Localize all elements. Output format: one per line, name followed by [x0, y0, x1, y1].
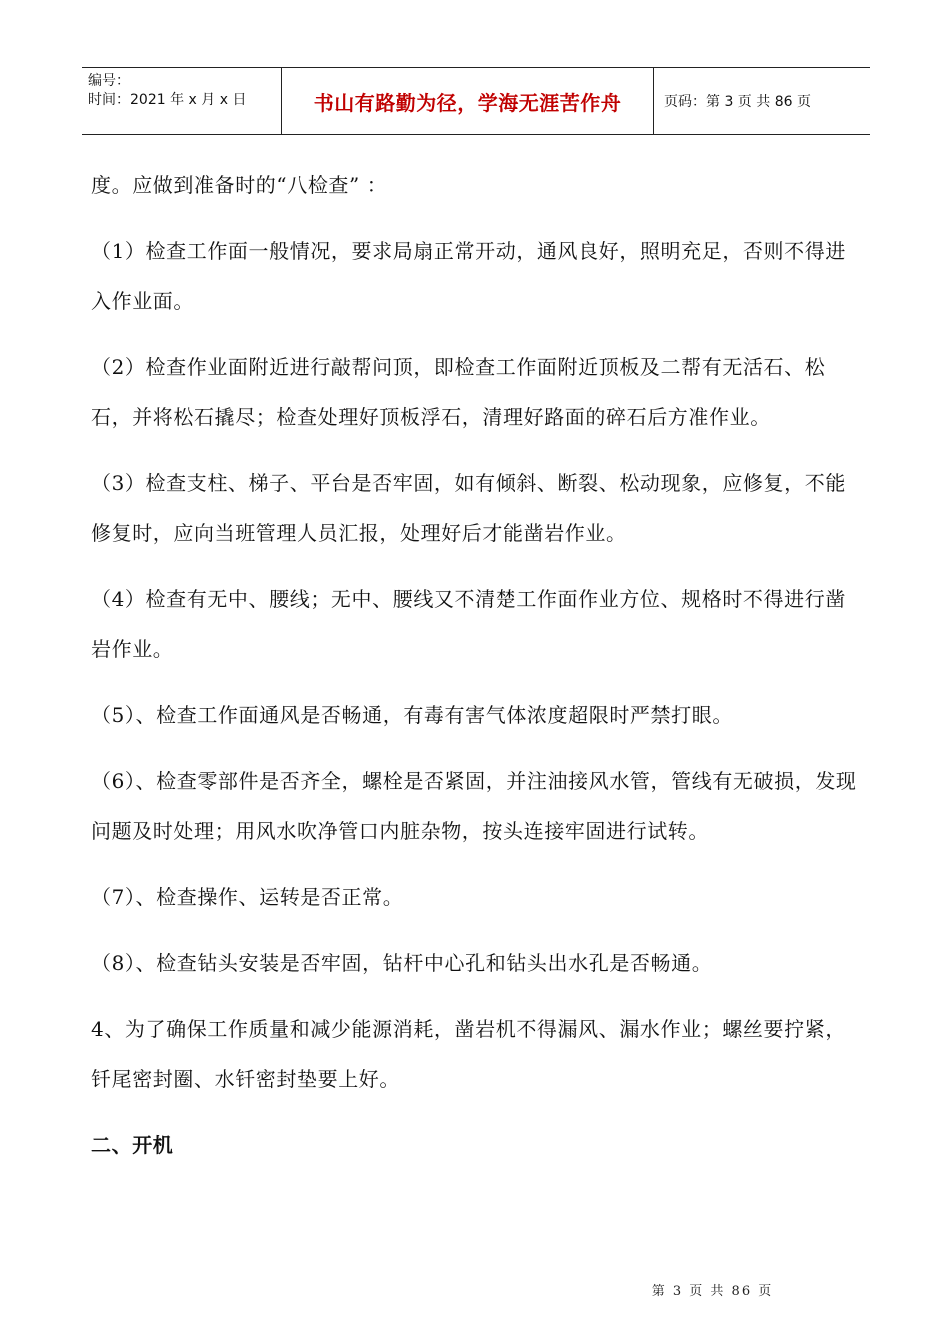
paragraph: （3）检查支柱、梯子、平台是否牢固，如有倾斜、断裂、松动现象，应修复，不能修复时，应向当班管理人员汇报，处理好后才能凿岩作业。: [91, 471, 846, 545]
header-page-info: 页码：第 3 页 共 86 页: [664, 94, 811, 110]
section-heading: 二、开机: [91, 1133, 174, 1157]
header-motto-cell: [282, 68, 654, 134]
paragraph: 度。应做到准备时的“八检查” ：: [91, 173, 388, 197]
paragraph: （2）检查作业面附近进行敲帮问顶，即检查工作面附近顶板及二帮有无活石、松石，并将松石撬尽；检查处理好顶板浮石，清理好路面的碎石后方准作业。: [91, 355, 826, 429]
page-footer: [0, 1280, 950, 1299]
header-motto: 书山有路勤为径，学海无涯苦作舟: [313, 90, 622, 115]
footer-page-number: 第 3 页 共 86 页: [651, 1284, 774, 1299]
page-header: [82, 67, 870, 135]
doc-number-label: 编号：: [88, 73, 130, 89]
paragraph: （7）、检查操作、运转是否正常。: [91, 885, 404, 909]
paragraph: （4）检查有无中、腰线；无中、腰线又不清楚工作面作业方位、规格时不得进行凿岩作业。: [91, 587, 846, 661]
paragraph: （8）、检查钻头安装是否牢固，钻杆中心孔和钻头出水孔是否畅通。: [91, 951, 713, 975]
document-body: [91, 160, 861, 1186]
header-page-cell: [654, 68, 870, 134]
paragraph: （6）、检查零部件是否齐全，螺栓是否紧固，并注油接风水管，管线有无破损，发现问题及时处理；用风水吹净管口内脏杂物，按头连接牢固进行试转。: [91, 769, 857, 843]
paragraph: （1）检查工作面一般情况，要求局扇正常开动，通风良好，照明充足，否则不得进入作业面。: [91, 239, 846, 313]
paragraph: （5）、检查工作面通风是否畅通，有毒有害气体浓度超限时严禁打眼。: [91, 703, 733, 727]
doc-time-label: 时间：2021 年 x 月 x 日: [88, 92, 247, 108]
paragraph: 4、为了确保工作质量和减少能源消耗，凿岩机不得漏风、漏水作业；螺丝要拧紧，钎尾密封圈、水钎密封垫要上好。: [91, 1017, 846, 1091]
header-meta: [82, 68, 282, 134]
